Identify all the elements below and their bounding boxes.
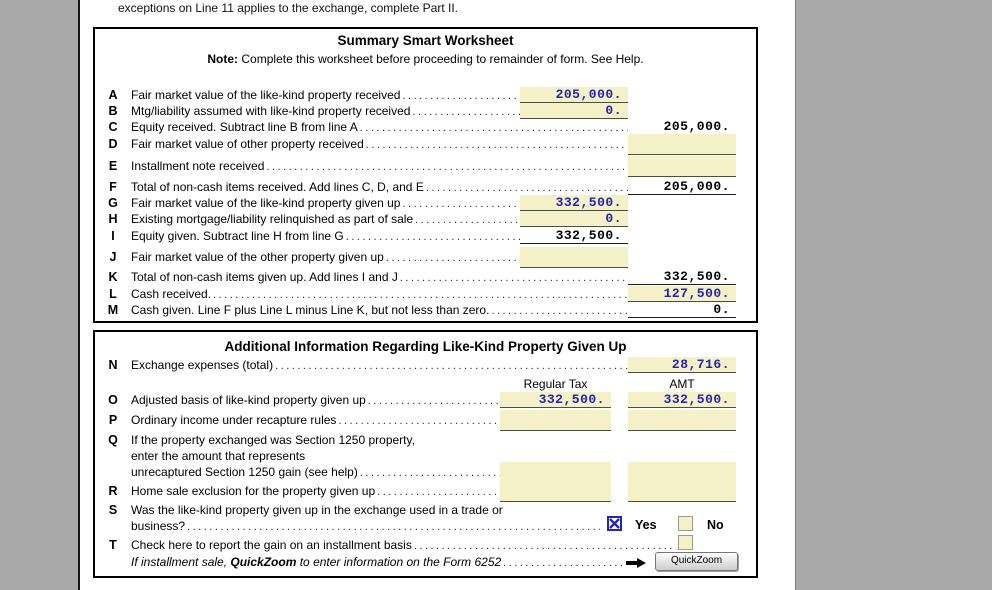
- dotted-leader: [414, 540, 672, 552]
- no-label: No: [707, 518, 724, 532]
- row-B-label: Mtg/liability assumed with like-kind property received: [131, 104, 411, 118]
- row-D-value-field[interactable]: [628, 134, 736, 155]
- row-O: [95, 393, 756, 410]
- row-J-label: Fair market value of the other property given up: [131, 250, 384, 264]
- row-Q-line3: [95, 465, 756, 482]
- dotted-leader: [386, 252, 520, 264]
- checked-x-icon: [609, 518, 620, 529]
- row-B-value-field[interactable]: 0.: [520, 103, 628, 119]
- dotted-leader: [187, 521, 600, 533]
- dotted-leader: [213, 289, 628, 301]
- row-P-letter: P: [108, 413, 118, 427]
- row-S-label-line1: Was the like-kind property given up in the exchange used in a trade or: [131, 503, 503, 517]
- row-T-label: Check here to report the gain on an installment basis: [131, 538, 412, 552]
- row-E-letter: E: [108, 159, 118, 173]
- row-S-letter: S: [108, 503, 118, 517]
- row-P-regular-tax-field[interactable]: [500, 410, 611, 431]
- row-Q-letter: Q: [108, 433, 118, 447]
- row-R: [95, 484, 756, 501]
- amt-column-header: AMT: [669, 377, 695, 391]
- row-N-label: Exchange expenses (total): [131, 358, 274, 372]
- row-M-letter: M: [107, 303, 119, 317]
- row-Q-label-line2: enter the amount that represents: [131, 449, 306, 463]
- row-F-letter: F: [109, 180, 117, 194]
- row-N-value-field[interactable]: 28,716.: [628, 357, 736, 373]
- dotted-leader: [338, 415, 500, 427]
- row-T-letter: T: [109, 538, 117, 552]
- row-M: [95, 303, 756, 320]
- row-D: [95, 137, 756, 154]
- dotted-leader: [360, 467, 500, 479]
- row-D-letter: D: [108, 137, 118, 151]
- row-R-letter: R: [108, 484, 118, 498]
- row-K-label: Total of non-cash items given up. Add lines I and J: [131, 270, 398, 284]
- row-R-regular-tax-field[interactable]: [500, 481, 611, 502]
- worksheet1-note: [95, 52, 756, 66]
- form-page: [78, 0, 796, 590]
- dotted-leader: [266, 161, 628, 173]
- dotted-leader: [415, 214, 520, 226]
- dotted-leader: [412, 106, 520, 118]
- row-O-amt-field[interactable]: 332,500.: [628, 392, 736, 408]
- worksheet2-title: Additional Information Regarding Like-Kind Property Given Up: [224, 339, 627, 354]
- row-P: [95, 413, 756, 430]
- dotted-leader: [275, 360, 628, 372]
- row-Q-line1: [95, 433, 756, 450]
- row-P-amt-field[interactable]: [628, 410, 736, 431]
- arrow-right-icon: [626, 558, 646, 568]
- row-A-letter: A: [108, 88, 118, 102]
- row-F: [95, 180, 756, 197]
- summary-smart-worksheet-box: [93, 27, 758, 323]
- dotted-leader: [402, 90, 520, 102]
- dotted-leader: [400, 272, 628, 284]
- yes-checkbox[interactable]: [607, 516, 622, 531]
- dotted-leader: [366, 139, 628, 151]
- dotted-leader: [368, 395, 500, 407]
- row-G-letter: G: [108, 196, 118, 210]
- row-H-letter: H: [108, 212, 118, 226]
- row-N-letter: N: [108, 358, 118, 372]
- row-L-value-field[interactable]: 127,500.: [628, 286, 736, 302]
- quickzoom-text-pre: If installment sale,: [131, 555, 231, 569]
- quickzoom-button[interactable]: QuickZoom: [655, 552, 738, 571]
- yes-label: Yes: [635, 518, 657, 532]
- row-L-label: Cash received.: [131, 287, 212, 301]
- worksheet1-title: Summary Smart Worksheet: [337, 33, 514, 48]
- row-D-label: Fair market value of other property received: [131, 137, 364, 151]
- row-H-value-field[interactable]: 0.: [520, 211, 628, 227]
- row-E: [95, 159, 756, 176]
- dotted-leader: [377, 486, 500, 498]
- form-instruction-text: exceptions on Line 11 applies to the exchange, complete Part II.: [118, 1, 458, 15]
- dotted-leader: [360, 122, 628, 134]
- row-I-calculated-value: 332,500.: [520, 228, 628, 244]
- row-B-letter: B: [108, 104, 118, 118]
- additional-information-box: [93, 330, 758, 578]
- regular-tax-column-header: Regular Tax: [523, 377, 588, 391]
- row-O-regular-tax-field[interactable]: 332,500.: [500, 392, 611, 408]
- row-F-label: Total of non-cash items received. Add lines C, D, and E: [131, 180, 424, 194]
- note-text: Complete this worksheet before proceeding to remainder of form. See Help.: [241, 52, 644, 66]
- row-R-label: Home sale exclusion for the property given up: [131, 484, 376, 498]
- row-I-letter: I: [111, 229, 115, 243]
- row-G-label: Fair market value of the like-kind property given up: [131, 196, 401, 210]
- dotted-leader: [503, 557, 625, 569]
- row-G: [95, 196, 756, 213]
- row-A-value-field[interactable]: 205,000.: [520, 87, 628, 103]
- row-A-label: Fair market value of the like-kind property received: [131, 88, 401, 102]
- row-J: [95, 250, 756, 267]
- note-label: Note:: [207, 52, 239, 66]
- row-I: [95, 229, 756, 246]
- dotted-leader: [346, 231, 520, 243]
- installment-basis-checkbox[interactable]: [678, 535, 693, 550]
- row-M-calculated-value: 0.: [628, 302, 736, 318]
- row-C-calculated-value: 205,000.: [628, 119, 736, 135]
- row-I-label: Equity given. Subtract line H from line G: [131, 229, 344, 243]
- row-S-label-line2: business?: [131, 519, 186, 533]
- dotted-leader: [426, 182, 628, 194]
- row-K-letter: K: [108, 270, 118, 284]
- row-A: [95, 88, 756, 105]
- row-O-label: Adjusted basis of like-kind property given up: [131, 393, 366, 407]
- no-checkbox[interactable]: [678, 516, 693, 531]
- row-M-label: Cash given. Line F plus Line L minus Line K, but not less than zero.: [131, 303, 490, 317]
- row-Q-label-line1: If the property exchanged was Section 1250 property,: [131, 433, 415, 447]
- row-Q-amt-field[interactable]: [628, 462, 736, 483]
- dotted-leader: [402, 198, 520, 210]
- row-L-letter: L: [109, 287, 117, 301]
- row-E-value-field[interactable]: [628, 156, 736, 177]
- row-N: [95, 358, 756, 375]
- row-C-letter: C: [108, 120, 118, 134]
- row-R-amt-field[interactable]: [628, 481, 736, 502]
- row-F-calculated-value: 205,000.: [628, 179, 736, 195]
- row-Q-label-line3: unrecaptured Section 1250 gain (see help): [131, 465, 358, 479]
- row-J-letter: J: [109, 250, 117, 264]
- quickzoom-text-bold: QuickZoom: [230, 555, 297, 569]
- row-G-value-field[interactable]: 332,500.: [520, 195, 628, 211]
- row-Q-regular-tax-field[interactable]: [500, 462, 611, 483]
- row-K-calculated-value: 332,500.: [628, 269, 736, 285]
- row-C-label: Equity received. Subtract line B from line A: [131, 120, 358, 134]
- row-J-value-field[interactable]: [520, 247, 628, 268]
- row-H: [95, 212, 756, 229]
- row-O-letter: O: [108, 393, 118, 407]
- dotted-leader: [491, 305, 628, 317]
- row-H-label: Existing mortgage/liability relinquished as part of sale: [131, 212, 414, 226]
- row-P-label: Ordinary income under recapture rules: [131, 413, 337, 427]
- quickzoom-text-post: to enter information on the Form 6252: [296, 555, 502, 569]
- row-E-label: Installment note received: [131, 159, 265, 173]
- row-K: [95, 270, 756, 287]
